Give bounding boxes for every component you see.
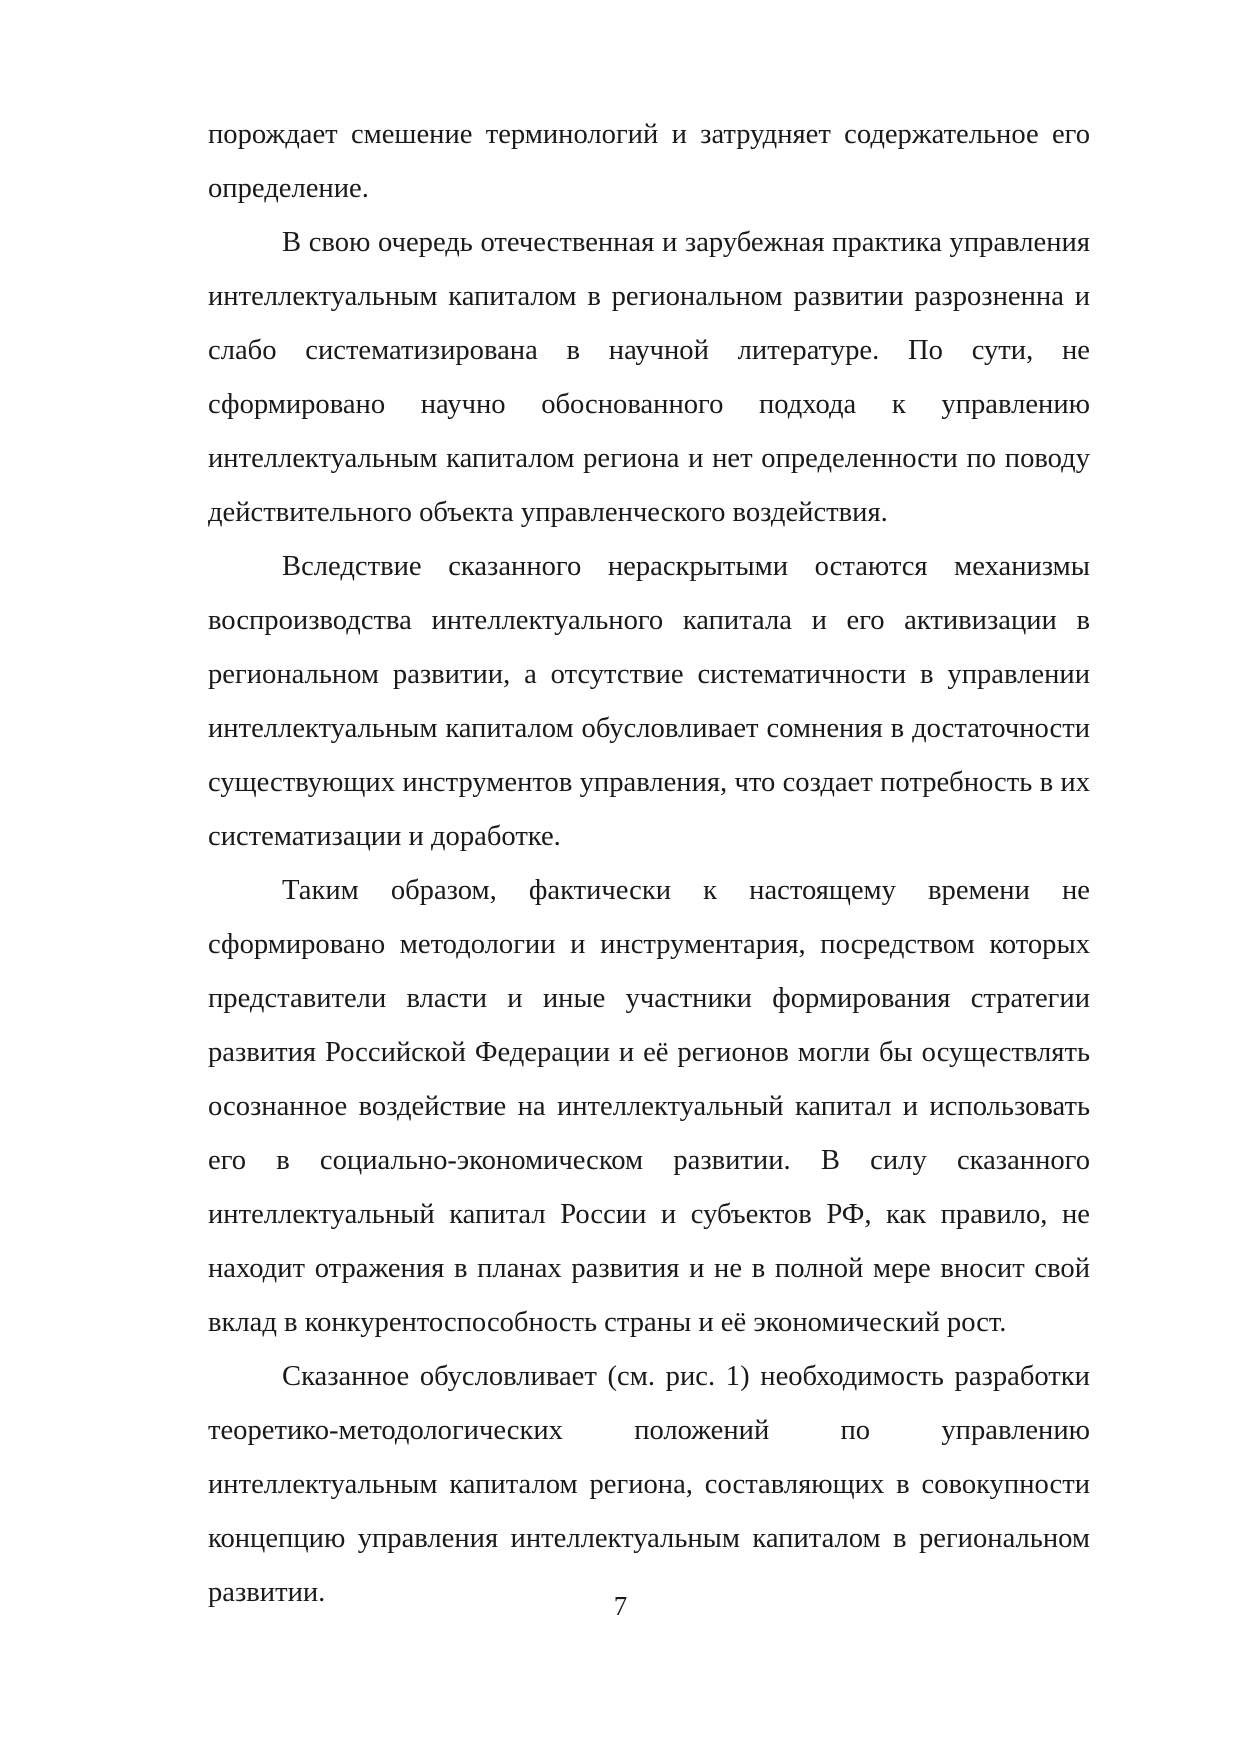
page-number: 7 [613,1591,628,1621]
paragraph-continuation: порождает смешение терминологий и затрудняет содержательное его определение. [208,119,1090,204]
paragraph-methodology: Таким образом, фактически к настоящему времени не сформировано методологии и инструментария, посредством которых представители власти и иные участники формирования стратегии развития Российской Федерации и её регионов могли бы осуществлять осознанное воздействие на интеллектуальный капитал и использовать его в социально-экономическом развитии. В силу сказанного интеллектуальный капитал России и субъектов РФ, как правило, не находит отражения в планах развития и не в полной мере вносит свой вклад в конкурентоспособность страны и её экономический рост. [208,875,1090,1338]
paragraph-conclusion: Сказанное обусловливает (см. рис. 1) необходимость разработки теоретико-методологических положений по управлению интеллектуальным капиталом региона, составляющих в совокупности концепцию управления интеллектуальным капиталом в региональном развитии. [208,1361,1090,1608]
body-text [208,108,1090,1620]
paragraph-practice: В свою очередь отечественная и зарубежная практика управления интеллектуальным капиталом в региональном развитии разрозненна и слабо систематизирована в научной литературе. По сути, не сформировано научно обоснованного подхода к управлению интеллектуальным капиталом региона и нет определенности по поводу действительного объекта управленческого воздействия. [208,227,1090,528]
paragraph-mechanisms: Вследствие сказанного нераскрытыми остаются механизмы воспроизводства интеллектуального капитала и его активизации в региональном развитии, а отсутствие систематичности в управлении интеллектуальным капиталом обусловливает сомнения в достаточности существующих инструментов управления, что создает потребность в их систематизации и доработке. [208,551,1090,852]
